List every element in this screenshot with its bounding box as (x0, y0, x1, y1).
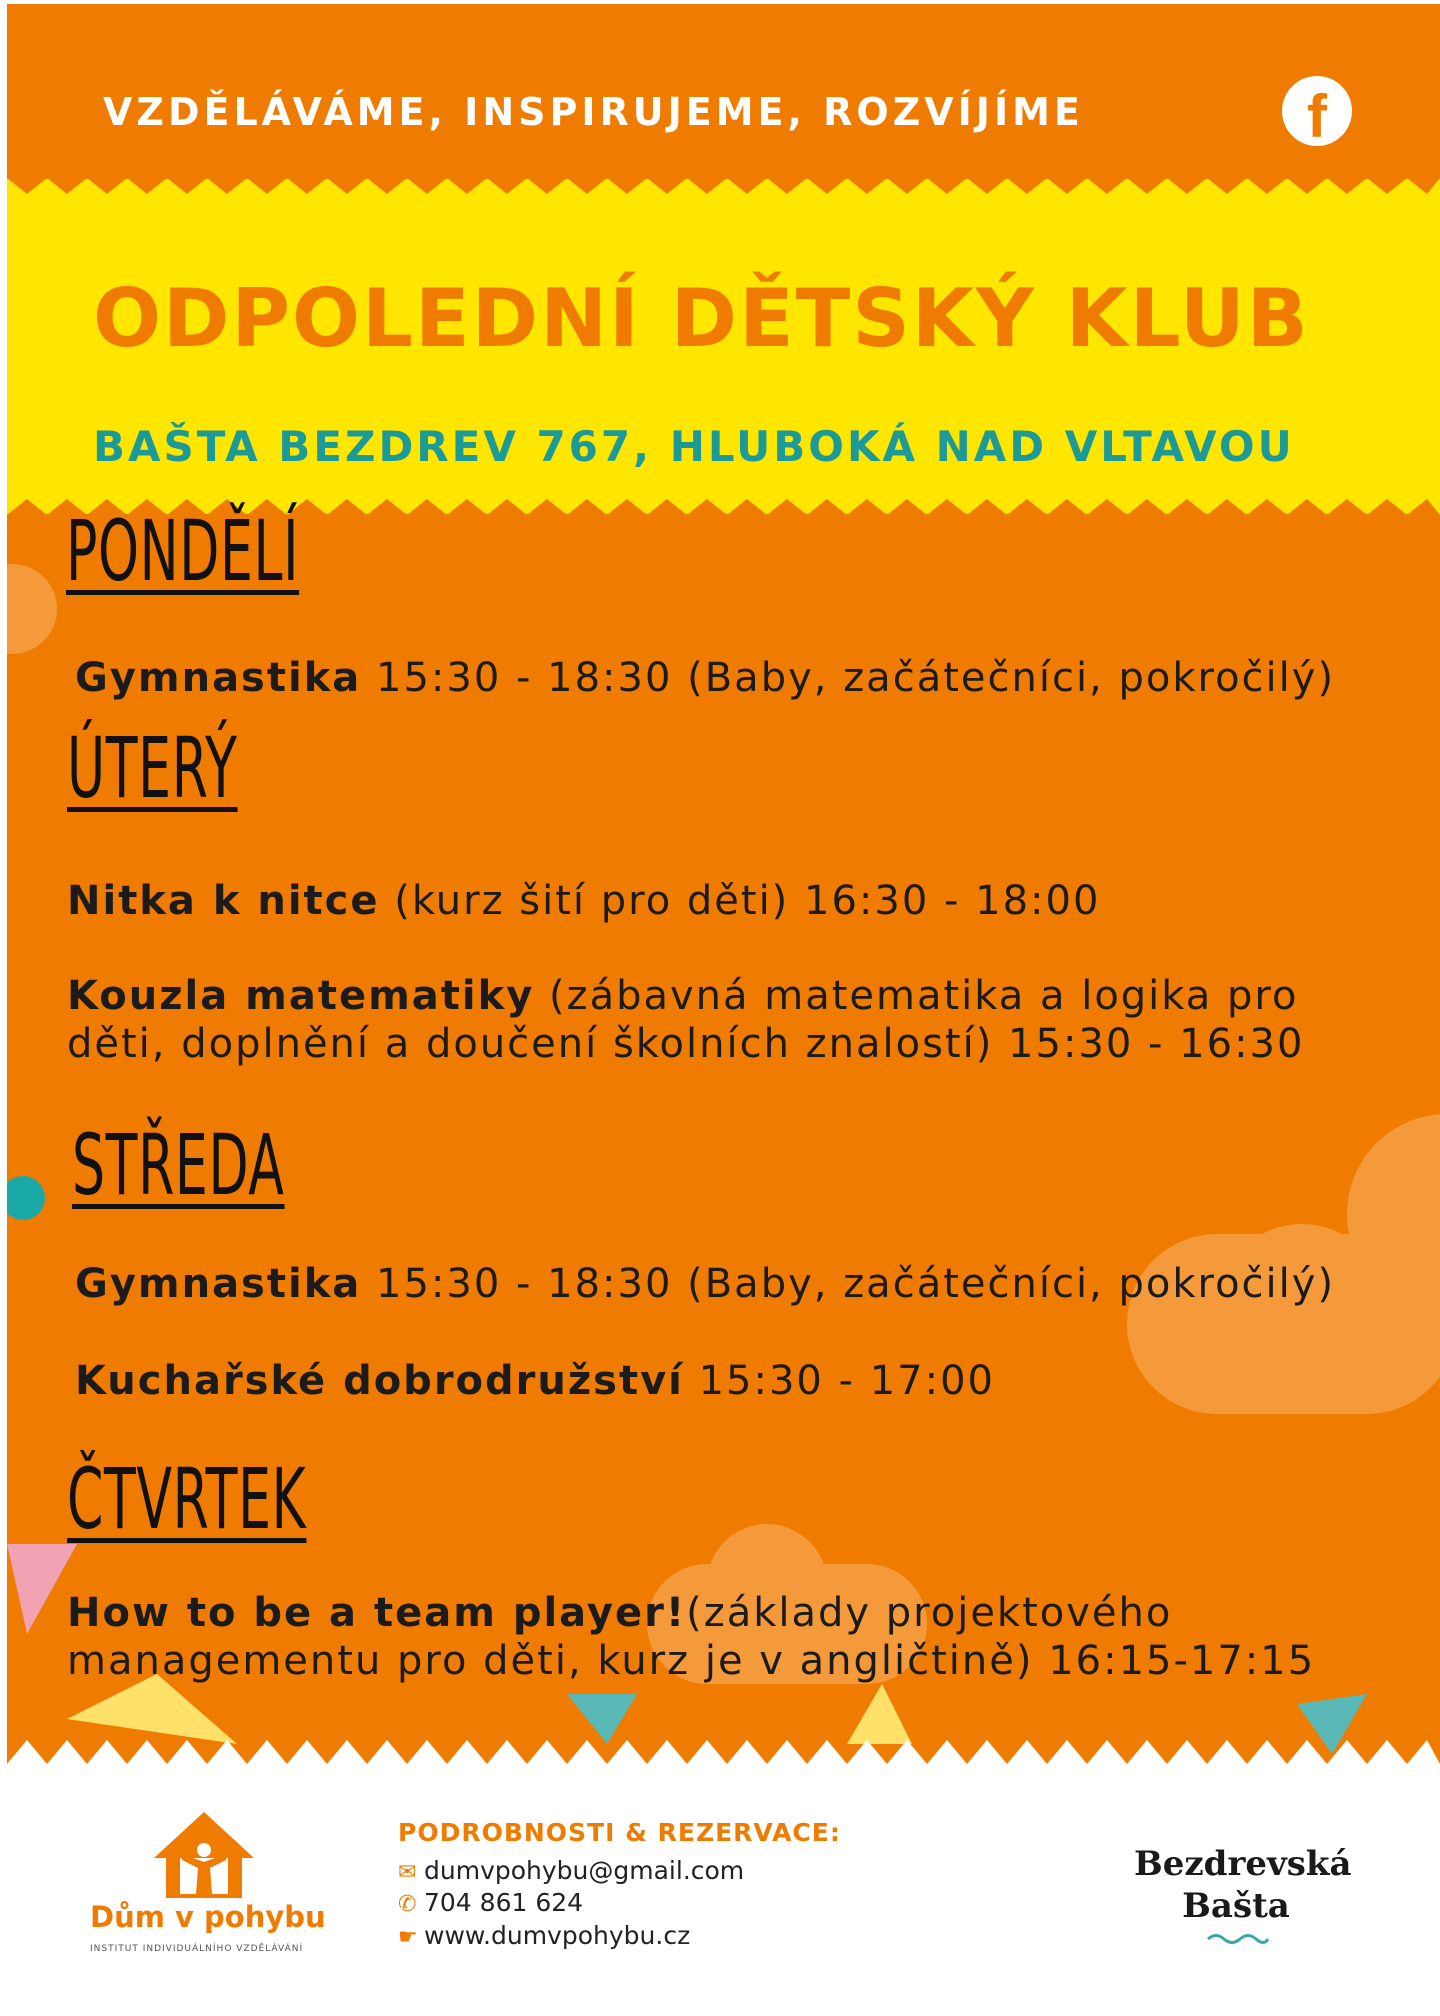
schedule-item: Kuchařské dobrodružství 15:30 - 17:00 (75, 1358, 995, 1404)
day-heading-monday: PONDĚLÍ (66, 502, 300, 600)
logo-subtitle: INSTITUT INDIVIDUÁLNÍHO VZDĚLÁVÁNÍ (90, 1944, 304, 1954)
day-heading-thursday: ČTVRTEK (67, 1450, 307, 1548)
partner-logo (1134, 1843, 1352, 1927)
pointer-hand-icon: ☛ (398, 1925, 418, 1950)
cloud-decoration (1217, 1224, 1387, 1394)
zigzag-top-decoration (7, 178, 1440, 202)
schedule-item-continuation: děti, doplnění a doučení školních znalostí) 15:30 - 16:30 (67, 1021, 1305, 1067)
schedule-item-continuation: managementu pro děti, kurz je v angličtině) 16:15-17:15 (67, 1638, 1316, 1684)
day-heading-tuesday: ÚTERÝ (67, 719, 238, 817)
page-title: ODPOLEDNÍ DĚTSKÝ KLUB (93, 272, 1310, 365)
partner-name-line2: Bašta (1182, 1886, 1290, 1926)
day-heading-wednesday: STŘEDA (72, 1116, 285, 1214)
poster (7, 4, 1440, 1764)
slogan: VZDĚLÁVÁME, INSPIRUJEME, ROZVÍJÍME (103, 90, 1084, 134)
mail-icon: ✉ (398, 1860, 417, 1885)
schedule-item: Gymnastika 15:30 - 18:30 (Baby, začátečníci, pokročilý) (75, 655, 1336, 701)
address: BAŠTA BEZDREV 767, HLUBOKÁ NAD VLTAVOU (93, 422, 1295, 471)
contact-email[interactable]: ✉ dumvpohybu@gmail.com (398, 1856, 745, 1885)
teal-dot-decoration (7, 1176, 45, 1220)
wave-icon (1206, 1932, 1270, 1946)
phone-icon: ✆ (398, 1892, 417, 1917)
zigzag-footer-decoration (7, 1740, 1440, 1764)
house-logo-icon (152, 1810, 256, 1900)
schedule-item: Nitka k nitce (kurz šití pro děti) 16:30 - 18:00 (67, 878, 1101, 924)
schedule-item: Kouzla matematiky (zábavná matematika a logika pro (67, 973, 1299, 1019)
schedule-item: Gymnastika 15:30 - 18:30 (Baby, začátečníci, pokročilý) (75, 1261, 1336, 1307)
contact-heading: PODROBNOSTI & REZERVACE: (398, 1818, 841, 1847)
contact-phone[interactable]: ✆ 704 861 624 (398, 1888, 584, 1917)
logo-name: Dům v pohybu (90, 1900, 326, 1934)
partner-name-line1: Bezdrevská (1134, 1844, 1352, 1884)
schedule-item: How to be a team player!(základy projektového (67, 1590, 1173, 1636)
cloud-decoration (7, 564, 57, 654)
facebook-icon[interactable]: f (1282, 76, 1352, 146)
contact-web[interactable]: ☛ www.dumvpohybu.cz (398, 1921, 691, 1950)
